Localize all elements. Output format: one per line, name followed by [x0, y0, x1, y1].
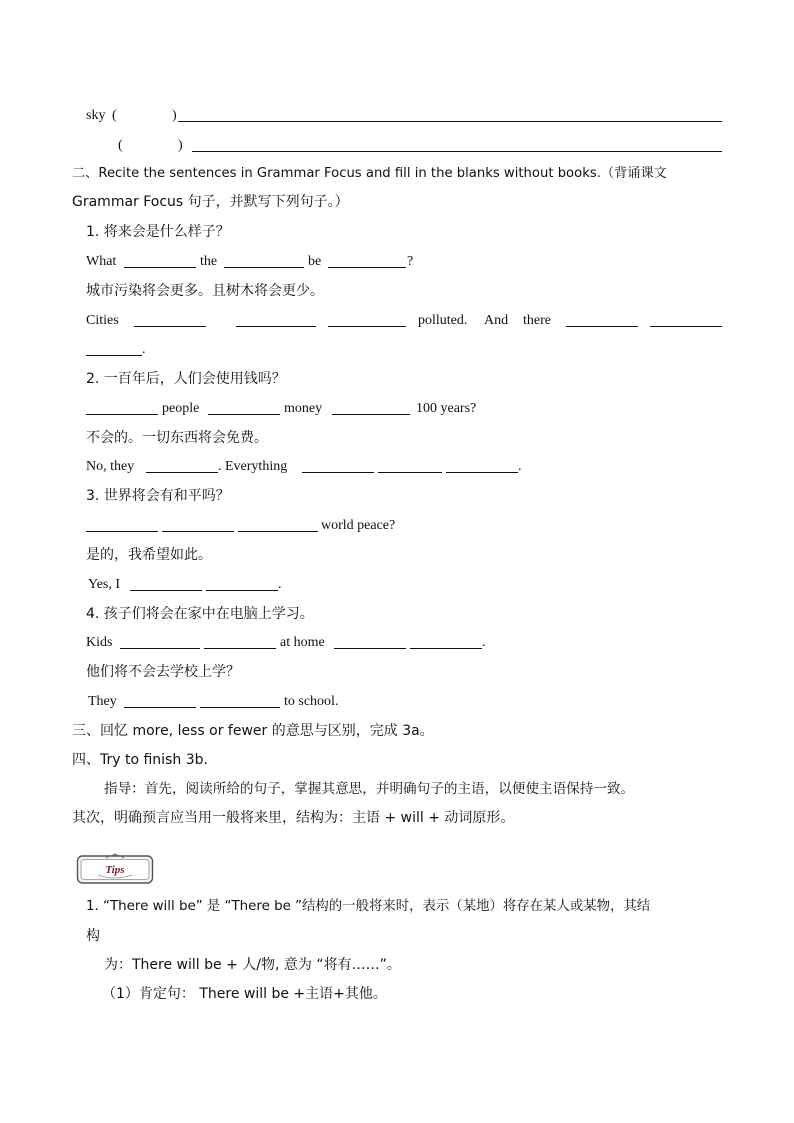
section4-heading — [0, 748, 794, 772]
section3-heading — [0, 719, 794, 743]
section2-heading-line1 — [0, 162, 794, 186]
q4-word-they: They — [88, 694, 117, 709]
q2-blank-4[interactable] — [146, 472, 218, 473]
section4-guide-text: 指导：首先，阅读所给的句子，掌握其意思，并明确句子的主语，以便使主语保持一致。 — [104, 781, 635, 797]
q2-cn-question — [0, 367, 794, 391]
q1-period: . — [142, 342, 146, 357]
q2-word-no-they: No, they — [86, 459, 135, 474]
q2-blank-3[interactable] — [332, 414, 410, 415]
q1-question-text: 1. 将来会是什么样子？ — [86, 224, 230, 240]
q1-qmark: ? — [407, 254, 414, 269]
q1-en-row — [0, 250, 794, 274]
section2-heading-text: Grammar Focus 句子，并默写下列句子。） — [72, 194, 349, 210]
q3-question-text: 3. 世界将会有和平吗？ — [86, 488, 230, 504]
q1-blank-8[interactable] — [650, 326, 722, 327]
q2-answer-text: 不会的。一切东西将会免费。 — [86, 430, 268, 446]
q2-blank-5[interactable] — [302, 472, 374, 473]
q4-blank-6[interactable] — [200, 707, 280, 708]
tips-badge-icon — [76, 852, 154, 886]
q2-en-answer-row — [0, 455, 794, 479]
q1-blank-3[interactable] — [328, 267, 406, 268]
q1-blank-4[interactable] — [134, 326, 206, 327]
section4-guide-line1 — [0, 777, 794, 801]
q4-word-to-school: to school. — [284, 694, 339, 709]
q4-word-kids: Kids — [86, 635, 113, 650]
tips-item1-line1 — [0, 895, 794, 919]
section4-guide-line2 — [0, 806, 794, 830]
vocab-paren-open: ( — [118, 138, 123, 153]
vocab-paren-close: ) — [178, 138, 183, 153]
q4-word-at-home: at home — [280, 635, 325, 650]
q3-cn-question — [0, 484, 794, 508]
q3-word-yes-i: Yes, I — [88, 577, 121, 592]
tips-item1-text: 为：There will be + 人/物, 意为 “将有……”。 — [104, 957, 401, 973]
q1-word-what: What — [86, 254, 117, 269]
tips-item1-line2 — [0, 924, 794, 948]
q4-blank-1[interactable] — [120, 648, 200, 649]
tips-item1-text: 构 — [86, 928, 100, 944]
q3-word-world-peace: world peace? — [321, 518, 396, 533]
q1-cn-question — [0, 220, 794, 244]
q1-word-the: the — [200, 254, 218, 269]
tips-item1-text: （1）肯定句： There will be +主语+其他。 — [102, 986, 387, 1002]
q4-blank-3[interactable] — [334, 648, 406, 649]
q1-answer-text: 城市污染将会更多。且树木将会更少。 — [86, 283, 324, 299]
q4-blank-2[interactable] — [204, 648, 276, 649]
tips-item1-text: 1. “There will be” 是 “There be ”结构的一般将来时，表示（某地）将存在某人或某物，其结 — [86, 899, 651, 914]
q2-en-row — [0, 397, 794, 421]
q3-cn-answer — [0, 543, 794, 567]
q2-word-years: 100 years? — [416, 401, 477, 416]
q3-answer-text: 是的，我希望如此。 — [86, 547, 212, 563]
section2-heading-line2 — [0, 190, 794, 214]
q1-blank-6[interactable] — [328, 326, 406, 327]
q3-blank-4[interactable] — [130, 590, 202, 591]
q2-blank-1[interactable] — [86, 414, 158, 415]
vocab-row-sky — [0, 104, 794, 128]
q1-word-and: And — [484, 313, 509, 328]
tips-badge-label: Tips — [105, 864, 125, 876]
q1-en-answer-row — [0, 309, 794, 333]
q1-word-polluted: polluted. — [418, 313, 468, 328]
section2-heading-text: 二、Recite the sentences in Grammar Focus and fill in the blanks without books.（背诵课文 — [72, 166, 667, 181]
vocab-answer-blank[interactable] — [192, 151, 722, 152]
q4-cn-question — [0, 602, 794, 626]
vocab-word: sky — [86, 108, 106, 123]
q2-cn-answer — [0, 426, 794, 450]
q2-blank-7[interactable] — [446, 472, 518, 473]
vocab-row-2 — [0, 134, 794, 158]
q3-blank-2[interactable] — [162, 531, 234, 532]
q1-blank-5[interactable] — [236, 326, 316, 327]
vocab-answer-blank[interactable] — [178, 121, 722, 122]
section3-heading-text: 三、回忆 more, less or fewer 的意思与区别，完成 3a。 — [72, 723, 434, 739]
section4-heading-text: 四、Try to finish 3b. — [72, 752, 208, 768]
q1-en-answer-row-cont — [0, 338, 794, 362]
q4-blank-5[interactable] — [124, 707, 196, 708]
q2-period: . — [518, 459, 522, 474]
q1-blank-7[interactable] — [566, 326, 638, 327]
q2-blank-6[interactable] — [378, 472, 442, 473]
q4-cn-answer — [0, 660, 794, 684]
vocab-paren-open: ( — [112, 108, 117, 123]
q4-blank-4[interactable] — [410, 648, 482, 649]
q1-blank-2[interactable] — [224, 267, 304, 268]
q4-question-text: 4. 孩子们将会在家中在电脑上学习。 — [86, 606, 314, 622]
q3-blank-1[interactable] — [86, 531, 158, 532]
tips-item1-line3 — [0, 953, 794, 977]
q1-word-there: there — [523, 313, 551, 328]
vocab-paren-close: ) — [172, 108, 177, 123]
q2-blank-2[interactable] — [208, 414, 280, 415]
q1-word-be: be — [308, 254, 322, 269]
q2-word-everything: . Everything — [218, 459, 288, 474]
q3-period: . — [278, 577, 282, 592]
q2-question-text: 2. 一百年后，人们会使用钱吗？ — [86, 371, 286, 387]
q2-word-money: money — [284, 401, 323, 416]
q4-en-row — [0, 631, 794, 655]
q1-blank-9[interactable] — [86, 355, 142, 356]
q3-en-answer-row — [0, 573, 794, 597]
q4-answer-text: 他们将不会去学校上学？ — [86, 664, 240, 680]
section4-guide-text: 其次，明确预言应当用一般将来里，结构为：主语 + will + 动词原形。 — [72, 810, 515, 826]
q3-en-row — [0, 514, 794, 538]
tips-item1-line4 — [0, 982, 794, 1006]
q3-blank-5[interactable] — [206, 590, 278, 591]
q4-en-answer-row — [0, 690, 794, 714]
q1-blank-1[interactable] — [124, 267, 196, 268]
q1-cn-answer — [0, 279, 794, 303]
q2-word-people: people — [162, 401, 200, 416]
q3-blank-3[interactable] — [238, 531, 318, 532]
q1-word-cities: Cities — [86, 313, 119, 328]
q4-period: . — [482, 635, 486, 650]
